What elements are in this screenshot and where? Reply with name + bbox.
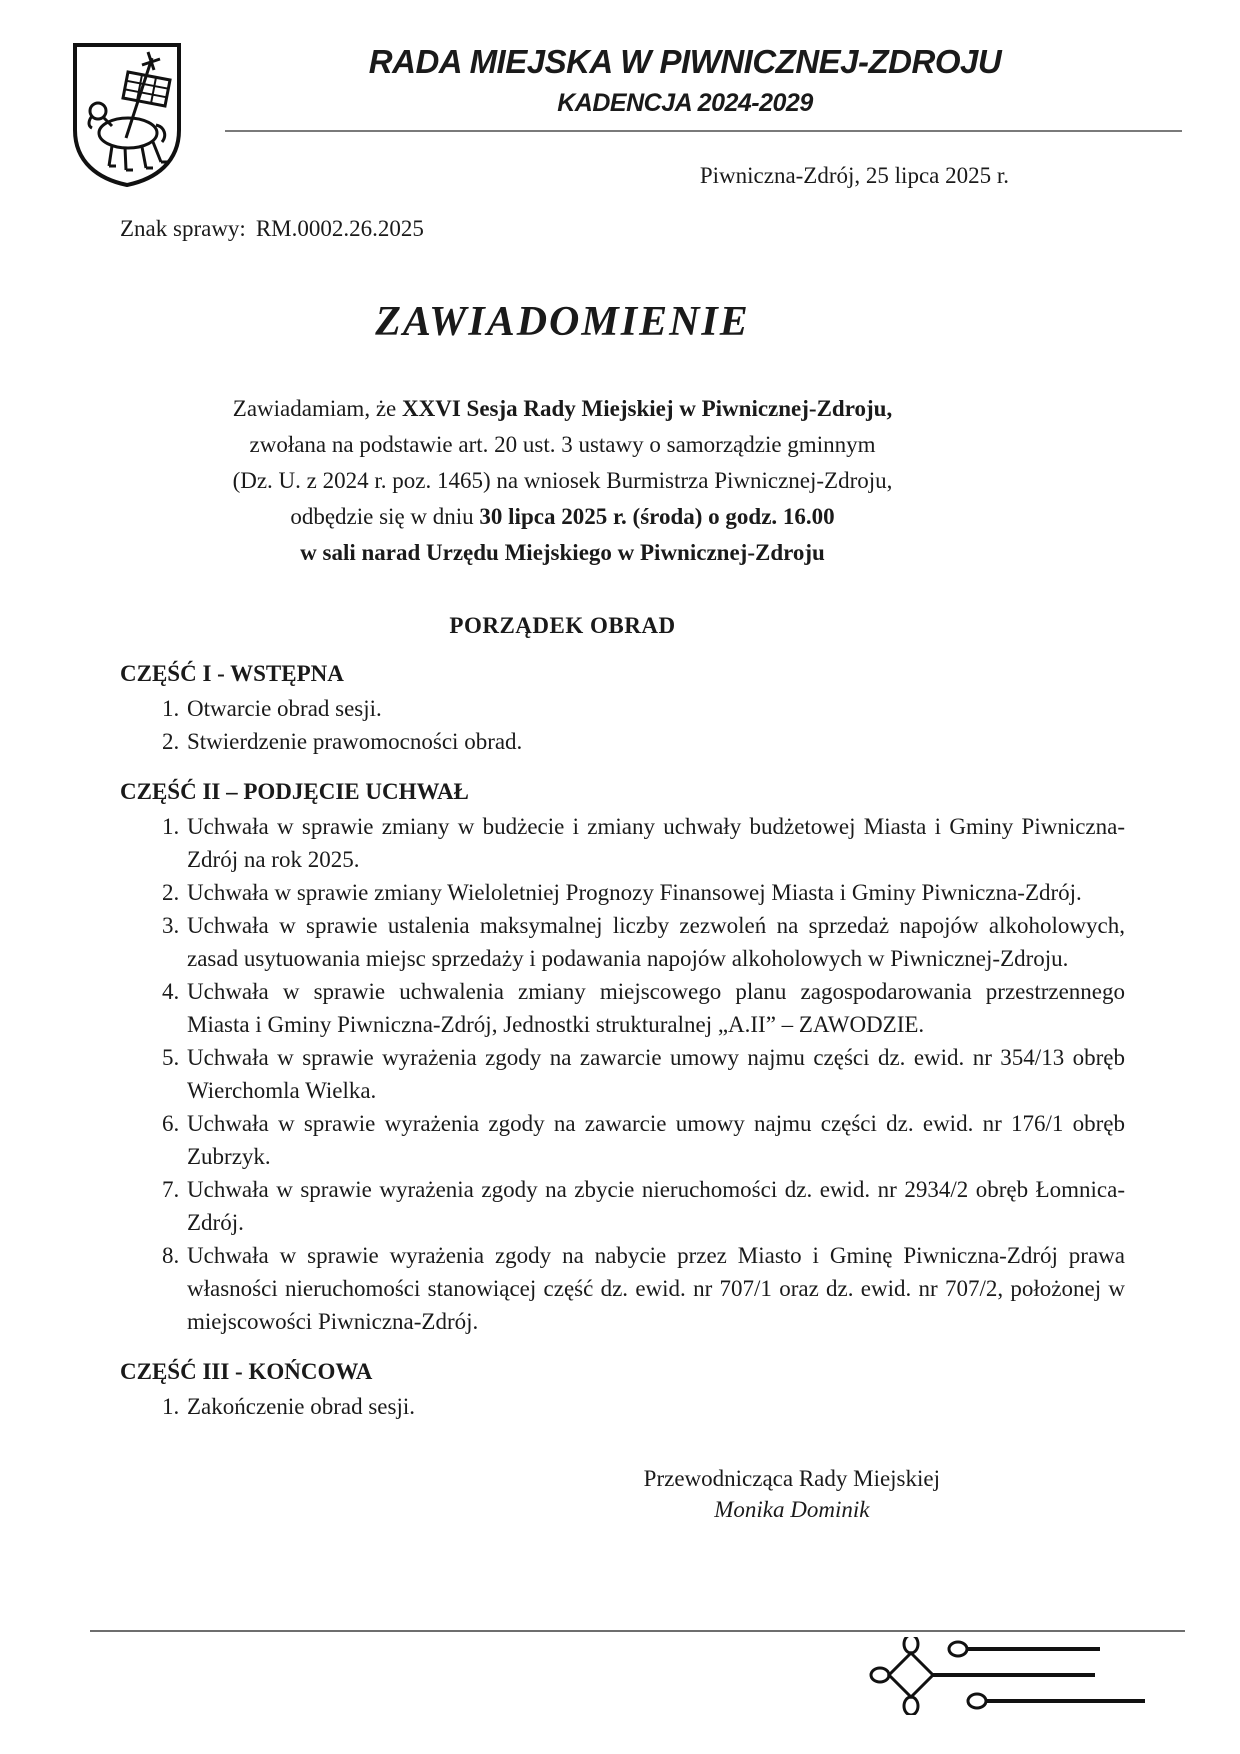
- case-number-label: Znak sprawy:: [120, 216, 246, 241]
- case-number: RM.0002.26.2025: [255, 216, 424, 241]
- section-list: [120, 692, 1125, 758]
- agenda-item: 1. Otwarcie obrad sesji.: [185, 692, 1125, 725]
- agenda-item: 6. Uchwała w sprawie wyrażenia zgody na zawarcie umowy najmu części dz. ewid. nr 176/1 obręb Zubrzyk.: [185, 1107, 1125, 1173]
- section-heading: CZĘŚĆ III - KOŃCOWA: [120, 1359, 373, 1385]
- header-title: RADA MIEJSKA W PIWNICZNEJ-ZDROJU: [368, 43, 1002, 80]
- intro-line: w sali narad Urzędu Miejskiego w Piwnicznej-Zdroju: [300, 540, 825, 566]
- signature-role: Przewodnicząca Rady Miejskiej: [643, 1466, 940, 1492]
- agenda-title: PORZĄDEK OBRAD: [449, 613, 676, 639]
- intro-paragraph: [120, 391, 1005, 571]
- agenda-item: 5. Uchwała w sprawie wyrażenia zgody na zawarcie umowy najmu części dz. ewid. nr 354/13 obręb Wierchomla Wielka.: [185, 1041, 1125, 1107]
- intro-line: zwołana na podstawie art. 20 ust. 3 ustawy o samorządzie gminnym: [249, 432, 876, 458]
- agenda-item: 2. Stwierdzenie prawomocności obrad.: [185, 725, 1125, 758]
- document-header: [200, 44, 1170, 118]
- agenda-item: 1. Zakończenie obrad sesji.: [185, 1390, 1125, 1423]
- intro-line: odbędzie się w dniu 30 lipca 2025 r. (środa) o godz. 16.00: [290, 504, 835, 530]
- document-body: [120, 162, 1125, 1525]
- agenda-section: [120, 776, 1125, 1338]
- section-heading: CZĘŚĆ II – PODJĘCIE UCHWAŁ: [120, 779, 469, 805]
- footer-divider: [90, 1630, 1185, 1632]
- agenda-item: 7. Uchwała w sprawie wyrażenia zgody na zbycie nieruchomości dz. ewid. nr 2934/2 obręb Łomnica-Zdrój.: [185, 1173, 1125, 1239]
- header-subtitle: KADENCJA 2024-2029: [557, 89, 813, 118]
- agenda-item: 1. Uchwała w sprawie zmiany w budżecie i zmiany uchwały budżetowej Miasta i Gminy Piwniczna-Zdrój na rok 2025.: [185, 810, 1125, 876]
- document-title: ZAWIADOMIENIE: [375, 299, 750, 345]
- date-line: Piwniczna-Zdrój, 25 lipca 2025 r.: [699, 163, 1009, 188]
- section-heading: CZĘŚĆ I - WSTĘPNA: [120, 661, 344, 687]
- agenda-sections: [120, 658, 1125, 1423]
- section-list: [120, 810, 1125, 1338]
- header-divider: [225, 130, 1182, 132]
- agenda-section: [120, 1356, 1125, 1423]
- intro-line: Zawiadamiam, że XXVI Sesja Rady Miejskiej w Piwnicznej-Zdroju,: [232, 396, 893, 422]
- agenda-item: 2. Uchwała w sprawie zmiany Wieloletniej Prognozy Finansowej Miasta i Gminy Piwniczna-Zdrój.: [185, 876, 1125, 909]
- case-number-line: [120, 215, 1125, 243]
- signature-name: Monika Dominik: [714, 1497, 870, 1523]
- intro-line: (Dz. U. z 2024 r. poz. 1465) na wniosek Burmistrza Piwnicznej-Zdroju,: [232, 468, 893, 494]
- agenda-section: [120, 658, 1125, 758]
- section-list: [120, 1390, 1125, 1423]
- agenda-item: 3. Uchwała w sprawie ustalenia maksymalnej liczby zezwoleń na sprzedaż napojów alkoholowych, zasad usytuowania miejsc sprzedaży i podawania napojów alkoholowych w Piwnicznej-Zdroju.: [185, 909, 1125, 975]
- agenda-item: 4. Uchwała w sprawie uchwalenia zmiany miejscowego planu zagospodarowania przestrzennego Miasta i Gminy Piwniczna-Zdrój, Jednostki strukturalnej „A.II” – ZAWODZIE.: [185, 975, 1125, 1041]
- footer-ornament-icon: [855, 1637, 1155, 1715]
- signature-block: [644, 1463, 940, 1525]
- agenda-item: 8. Uchwała w sprawie wyrażenia zgody na nabycie przez Miasto i Gminę Piwniczna-Zdrój prawa własności nieruchomości stanowiącej część dz. ewid. nr 707/1 oraz dz. ewid. nr 707/2, położonej w miejscowości Piwniczna-Zdrój.: [185, 1239, 1125, 1338]
